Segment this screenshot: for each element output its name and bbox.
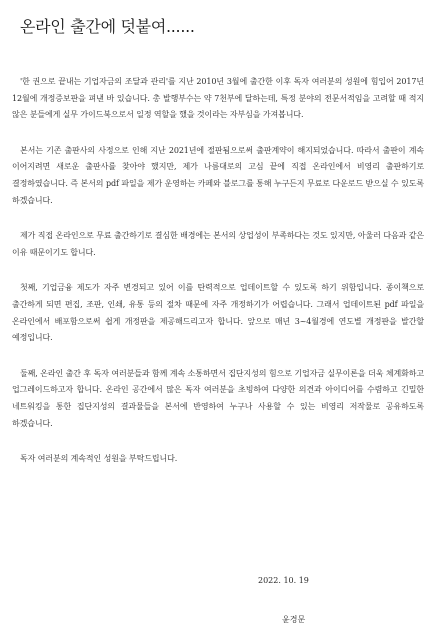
page-title: 온라인 출간에 덧붙여...... [20, 17, 195, 36]
document-body [12, 74, 424, 487]
paragraph: '한 권으로 끝내는 기업자금의 조달과 관리'를 지난 2010년 3월에 출간한 이후 독자 여러분의 성원에 힘입어 2017년 12월에 개정증보판을 펴낸 바 있습니다. 총 발행부수는 약 7천부에 달하는데, 특정 분야의 전문서적임을 고려할 때 적지 않은 분들에게 실무 가이드북으로서 일정 역할을 했을 것이라는 자부심을 가져봅니다. [12, 77, 424, 120]
paragraph: 독자 여러분의 계속적인 성원을 부탁드립니다. [20, 454, 178, 464]
paragraph: 둘째, 온라인 출간 후 독자 여러분들과 함께 계속 소통하면서 집단지성의 힘으로 기업자금 실무이론을 더욱 체계화하고 업그레이드하고자 합니다. 온라인 공간에서 많은 독자 여러분을 초빙하여 다양한 의견과 아이디어를 수렴하고 긴밀한 네트워킹을 통한 집단지성의 결과물들을 본서에 반영하여 누구나 사용할 수 있는 비영리 저작물로 공유하도록 하겠습니다. [12, 368, 424, 428]
paragraph: 첫째, 기업금융 제도가 자주 변경되고 있어 이를 탄력적으로 업데이트할 수 있도록 하기 위함입니다. 종이책으로 출간하게 되면 편집, 조판, 인쇄, 유통 등의 절차 때문에 자주 개정하기가 어렵습니다. 그래서 업데이트된 pdf 파일을 온라인에서 배포함으로써 쉽게 개정판을 제공해드리고자 합니다. 앞으로 매년 3~4월경에 연도별 개정판을 발간할 예정입니다. [12, 283, 424, 343]
paragraph: 본서는 기존 출판사의 사정으로 인해 지난 2021년에 절판됨으로써 출판계약이 해지되었습니다. 따라서 출판이 계속 이어지려면 새로운 출판사를 찾아야 했지만, 제가 나름대로의 고심 끝에 직접 온라인에서 비영리 출판하기로 결정하였습니다. 즉 본서의 pdf 파일을 제가 운영하는 카페와 블로그를 통해 누구든지 무료로 다운로드 받으실 수 있도록 하겠습니다. [12, 145, 424, 205]
author-name: 윤경문 [282, 615, 306, 624]
paragraph: 제가 직접 온라인으로 무료 출간하기로 결심한 배경에는 본서의 상업성이 부족하다는 것도 있지만, 아울러 다음과 같은 이유 때문이기도 합니다. [12, 231, 424, 257]
signature-date: 2022. 10. 19 [258, 576, 309, 585]
